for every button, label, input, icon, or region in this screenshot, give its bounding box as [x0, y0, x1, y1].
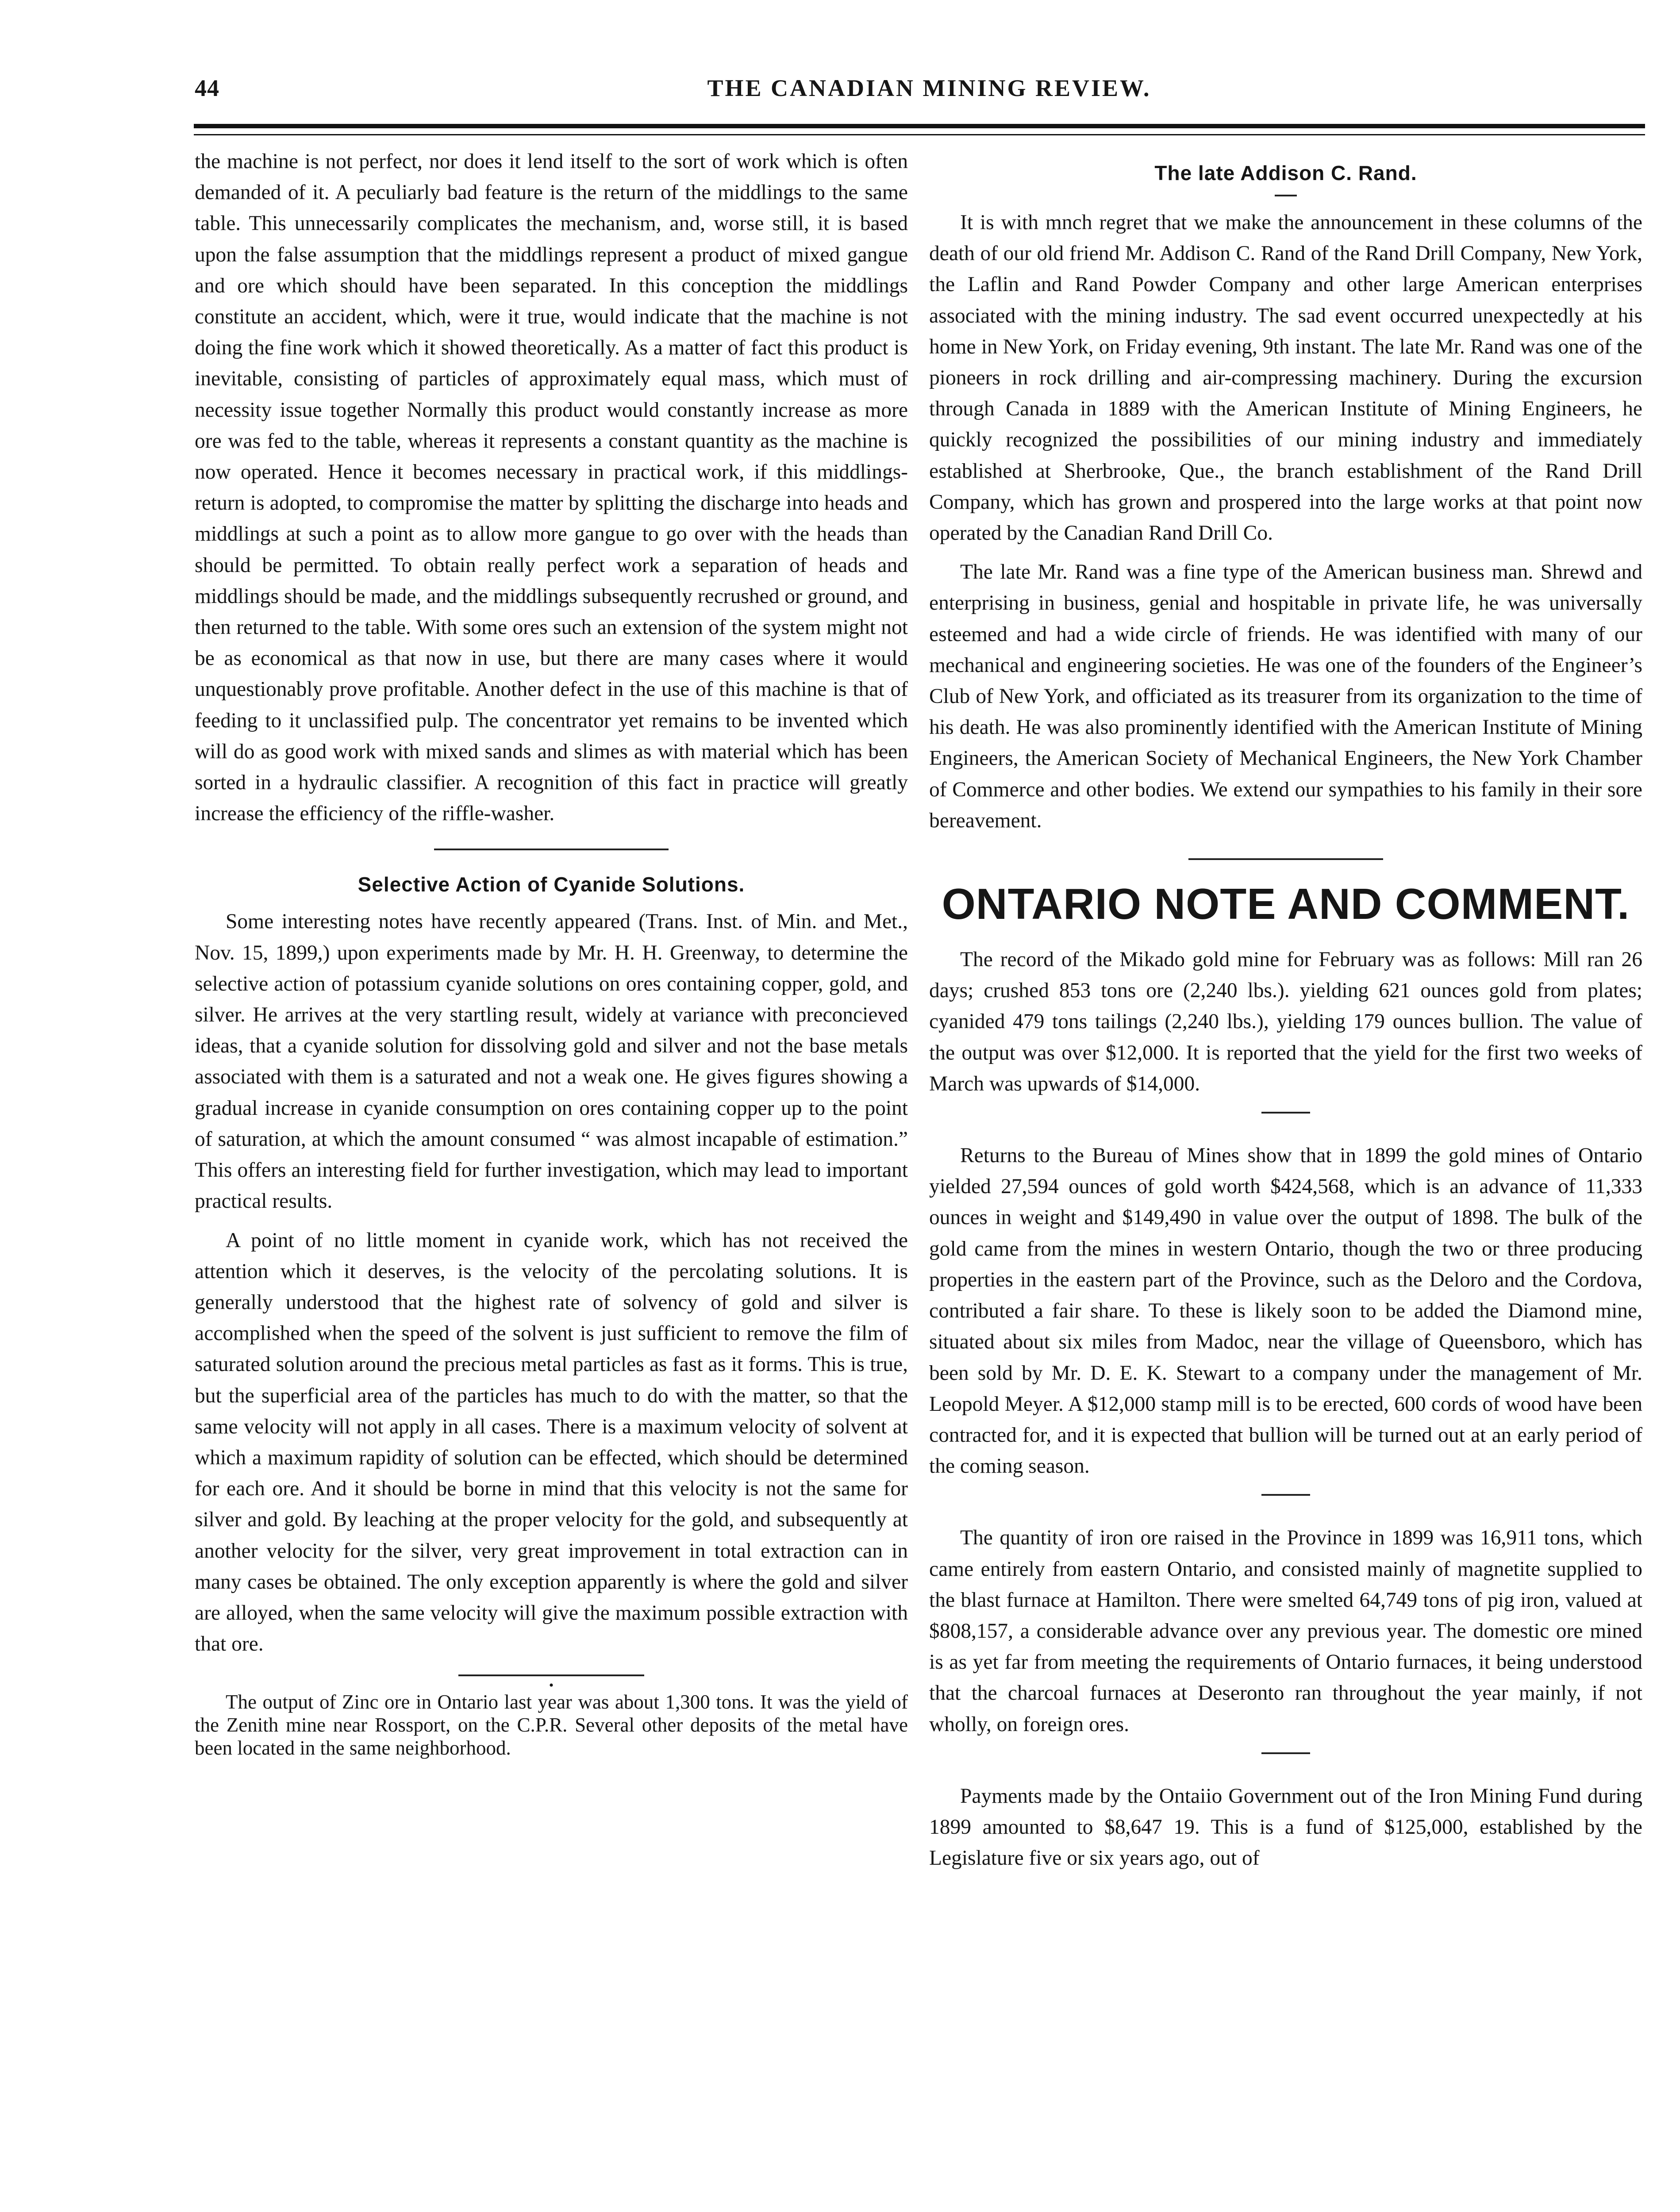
- rand-heading: The late Addison C. Rand.: [1154, 161, 1417, 184]
- riffle-washer-continuation: the machine is not perfect, nor does it lend itself to the sort of work which is often demanded of it. A peculiarly bad feature is the return of the middlings to the same table. This unnecessarily complicates the mechanism, and, worse still, it is based upon the false assumption that the middlings represent a product of mixed gangue and ore which should have been separated. In this conception the middlings constitute an accident, which, were it true, would indicate that the machine is not doing the fine work which it showed theoretically. As a matter of fact this product is inevitable, consisting of particles of approximately equal mass, which must of necessity issue together Normally this product would constantly increase as more ore was fed to the table, whereas it represents a constant quantity as the machine is now operated. Hence it becomes necessary in practical work, if this middlings-return is adopted, to compromise the matter by splitting the discharge into heads and middlings at such a point as to allow more gangue to go over with the heads than should be permitted. To obtain really perfect work a separation of heads and middlings should be made, and the middlings subsequently recrushed or ground, and then returned to the table. With some ores such an extension of the system might not be as economical as that now in use, but there are many cases where it would unquestionably prove profitable. Another defect in the use of this machine is that of feeding to it unclassified pulp. The concentrator yet remains to be invented which will do as good work with mixed sands and slimes as with material which has been sorted in a hydraulic classifier. A recognition of this fact in practice will greatly increase the efficiency of the riffle-washer.: [195, 150, 908, 826]
- header-rule-thick: [194, 124, 1645, 128]
- rand-article: [929, 161, 1642, 836]
- heading-dash: [1275, 195, 1297, 196]
- section-separator: [434, 849, 669, 850]
- page-number: 44: [195, 75, 219, 101]
- iron-ore-paragraph: The quantity of iron ore raised in the Province in 1899 was 16,911 tons, which came entirely from eastern Ontario, and consisted mainly of magnetite supplied to the blast furnace at Hamilton. There were smelted 64,749 tons of pig iron, valued at $808,157, a considerable advance over any previous year. The domestic ore mined is as yet far from meeting the requirements of Ontario furnaces, it being understood that the charcoal furnaces at Deseronto ran throughout the year mainly, if not wholly, on foreign ores.: [929, 1526, 1642, 1736]
- item-dash: [1261, 1494, 1310, 1496]
- ontario-section-title: ONTARIO NOTE AND COMMENT.: [942, 879, 1630, 929]
- mikado-paragraph: The record of the Mikado gold mine for February was as follows: Mill ran 26 days; crushed 853 tons ore (2,240 lbs.). yielding 621 ounces gold from plates; cyanided 479 tons tailings (2,240 lbs.), yielding 179 ounces bullion. The value of the output was over $12,000. It is reported that the yield for the first two weeks of March was upwards of $14,000.: [929, 948, 1642, 1095]
- item-dash: [1261, 1112, 1310, 1114]
- right-column: [929, 146, 1642, 1874]
- cyanide-paragraph-2: A point of no little moment in cyanide work, which has not received the attention which it deserves, is the velocity of the percolating solutions. It is generally understood that the highest rate of solvency of gold and silver is accomplished when the speed of the solvent is just sufficient to remove the film of saturated solution around the precious metal particles as fast as it forms. This is true, but the superficial area of the particles has much to do with the matter, so that the same velocity will not apply in all cases. There is a maximum velocity of solvent at which a maximum rapidity of solution can be effected, which should be determined for each ore. And it should be borne in mind that this velocity is not the same for silver and gold. By leaching at the proper velocity for the gold, and subsequently at another velocity for the silver, very great improvement in total extraction can in many cases be obtained. The only exception apparently is where the gold and silver are alloyed, when the same velocity will give the maximum possible extraction with that ore.: [195, 1229, 908, 1656]
- rand-paragraph-2: The late Mr. Rand was a fine type of the American business man. Shrewd and enterprising in business, genial and hospitable in private life, he was universally esteemed and had a wide circle of friends. He was identified with many of our mechanical and engineering societies. He was one of the founders of the Engineer’s Club of New York, and officiated as its treasurer from its organization to the time of his death. He was also prominently identified with the American Institute of Mining Engineers, the American Society of Mechanical Engineers, the New York Chamber of Commerce and other bodies. We extend our sympathies to his family in their sore bereavement.: [929, 561, 1642, 832]
- zinc-note-text: The output of Zinc ore in Ontario last year was about 1,300 tons. It was the yield of the Zenith mine near Rossport, on the C.P.R. Several other deposits of the metal have been located in the same neighborhood.: [195, 1691, 908, 1759]
- section-separator: [1188, 858, 1383, 860]
- header-rule-thin: [194, 134, 1645, 135]
- cyanide-heading: Selective Action of Cyanide Solutions.: [358, 873, 745, 896]
- iron-fund-paragraph: Payments made by the Ontaiio Government out of the Iron Mining Fund during 1899 amounted to $8,647 19. This is a fund of $125,000, established by the Legislature five or six years ago, out of: [929, 1784, 1642, 1870]
- cyanide-article: [195, 872, 908, 1659]
- ontario-section: [929, 879, 1642, 1874]
- zinc-note: [195, 1690, 908, 1759]
- running-title: THE CANADIAN MINING REVIEW.: [707, 75, 1151, 101]
- rand-paragraph-1: It is with mnch regret that we make the announcement in these columns of the death of our old friend Mr. Addison C. Rand of the Rand Drill Company, New York, the Laflin and Rand Powder Company and other large American enterprises associated with the mining industry. The sad event occurred unexpectedly at his home in New York, on Friday evening, 9th instant. The late Mr. Rand was one of the pioneers in rock drilling and air-compressing machinery. During the excursion through Canada in 1889 with the American Institute of Mining Engineers, he quickly recognized the possibilities of our mining industry and immediately established at Sherbrooke, Que., the branch establishment of the Rand Drill Company, which has grown and prospered into the large works at that point now operated by the Canadian Rand Drill Co.: [929, 211, 1642, 545]
- ornament-dot: •: [549, 1678, 554, 1693]
- gold-returns-paragraph: Returns to the Bureau of Mines show that in 1899 the gold mines of Ontario yielded 27,594 ounces of gold worth $424,568, which is an advance of 11,333 ounces in weight and $149,490 in value over the output of 1898. The bulk of the gold came from the mines in western Ontario, though the two or three producing properties in the eastern part of the Province, such as the Deloro and the Cordova, contributed a fair share. To these is likely soon to be added the Diamond mine, situated about six miles from Madoc, near the village of Queensboro, which has been sold by Mr. D. E. K. Stewart to a company under the management of Mr. Leopold Meyer. A $12,000 stamp mill is to be erected, 600 cords of wood have been contracted for, and it is expected that bullion will be turned out at an early period of the coming season.: [929, 1144, 1642, 1478]
- section-separator: [458, 1674, 644, 1676]
- item-dash: [1261, 1752, 1310, 1754]
- cyanide-paragraph-1: Some interesting notes have recently appeared (Trans. Inst. of Min. and Met., Nov. 15, 1899,) upon experiments made by Mr. H. H. Greenway, to determine the selective action of potassium cyanide solutions on ores containing copper, gold, and silver. He arrives at the very startling result, widely at variance with preconcieved ideas, that a cyanide solution for dissolving gold and silver and not the base metals associated with them is a saturated and not a weak one. He gives figures showing a gradual increase in cyanide consumption on ores containing copper up to the point of saturation, at which the amount consumed “ was almost incapable of estimation.” This offers an interesting field for further investigation, which may lead to important practical results.: [195, 910, 908, 1213]
- left-column: [195, 146, 908, 1759]
